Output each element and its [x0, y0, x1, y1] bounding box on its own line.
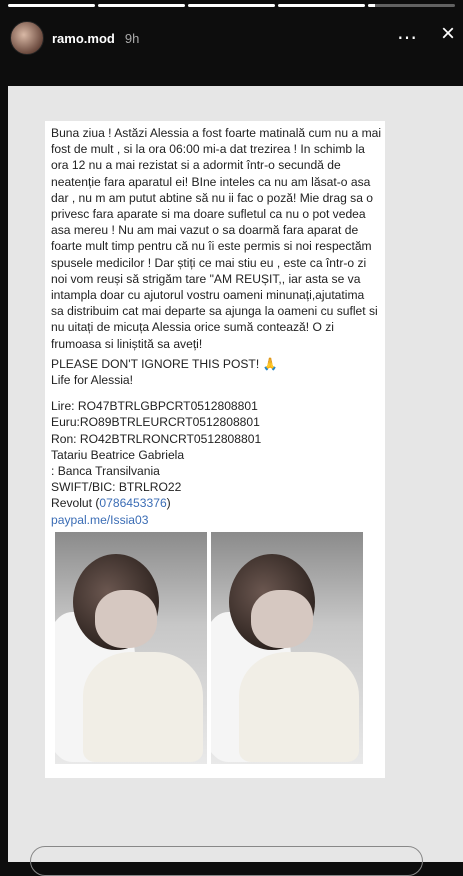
post-line: spusele medicilor ! Dar știți ce mai stiu eu , este ca într-o zi — [51, 255, 367, 270]
progress-segment — [98, 4, 185, 7]
post-line: privesc fara aparate si ma doare sufletul ca nu o pot vedea — [51, 207, 366, 222]
progress-segment — [8, 4, 95, 7]
revolut-phone-link[interactable]: 0786453376 — [99, 496, 167, 511]
post-line: dar , nu m am putut abtine să nu ii fac o poză! Mie drag sa o — [51, 190, 374, 205]
appeal-line: PLEASE DON'T IGNORE THIS POST! 🙏 — [51, 356, 278, 371]
post-line: asa mereu ! Nu am mai vazut o sa doarmă fara aparat de — [51, 223, 359, 238]
post-line: noi vom reuși să strigăm tare "AM REUȘIT,, iar asta se va — [51, 271, 361, 286]
post-line: frumoasa si liniștită sa aveți! — [51, 336, 203, 351]
iban-ron: Ron: RO42BTRLRONCRT0512808801 — [51, 431, 262, 446]
reply-input[interactable] — [30, 846, 423, 876]
revolut-close: ) — [166, 496, 171, 511]
post-line: sa distribuim cat mai departe sa ajunga la oameni cu suflet si — [51, 304, 378, 319]
username[interactable]: ramo.mod — [52, 30, 115, 46]
story-header — [10, 20, 453, 56]
post-line: fost de mult , si la ora 06:00 mi-a dat trezirea ! In schimb la — [51, 142, 365, 157]
child-photo — [55, 532, 207, 764]
post-line: neatenție fara aparatul ei! BIne inteles ca nu am lăsat-o asa — [51, 174, 371, 189]
child-photo — [211, 532, 363, 764]
close-icon[interactable]: × — [440, 20, 455, 47]
progress-segment — [188, 4, 275, 7]
post-body — [51, 121, 382, 352]
progress-segment — [278, 4, 365, 7]
post-line: foarte mult timp pentru că nu îi este permis si noi respectăm — [51, 239, 372, 254]
iban-euro: Euru:RO89BTRLEURCRT0512808801 — [51, 415, 260, 430]
paypal-link[interactable]: paypal.me/Issia03 — [51, 512, 149, 527]
more-dots-icon[interactable]: ⋯ — [397, 27, 419, 49]
progress-segment-active — [368, 4, 455, 7]
photo-gallery — [55, 532, 375, 764]
iban-lire: Lire: RO47BTRLGBPCRT0512808801 — [51, 399, 258, 414]
account-holder: Tatariu Beatrice Gabriela — [51, 447, 185, 462]
swift-code: SWIFT/BIC: BTRLRO22 — [51, 480, 182, 495]
post-line: intampla doar cu ajutorul vostru oameni minunați,ajutatima — [51, 288, 365, 303]
bank-name: : Banca Transilvania — [51, 464, 160, 479]
post-line: Buna ziua ! Astăzi Alessia a fost foarte matinală cum nu a mai — [51, 126, 382, 140]
revolut-label: Revolut ( — [51, 496, 100, 511]
avatar[interactable] — [10, 21, 44, 55]
post-line: ora 12 nu a mai rezistat si a adormit într-o secundă de — [51, 158, 341, 173]
revolut-line — [51, 495, 379, 511]
time-ago: 9h — [124, 30, 140, 46]
appeal-line: Life for Alessia! — [51, 373, 134, 388]
post-line: nu uitați de micuța Alessia orice sumă contează! O zi — [51, 320, 334, 335]
story-progress-bar — [8, 4, 455, 7]
